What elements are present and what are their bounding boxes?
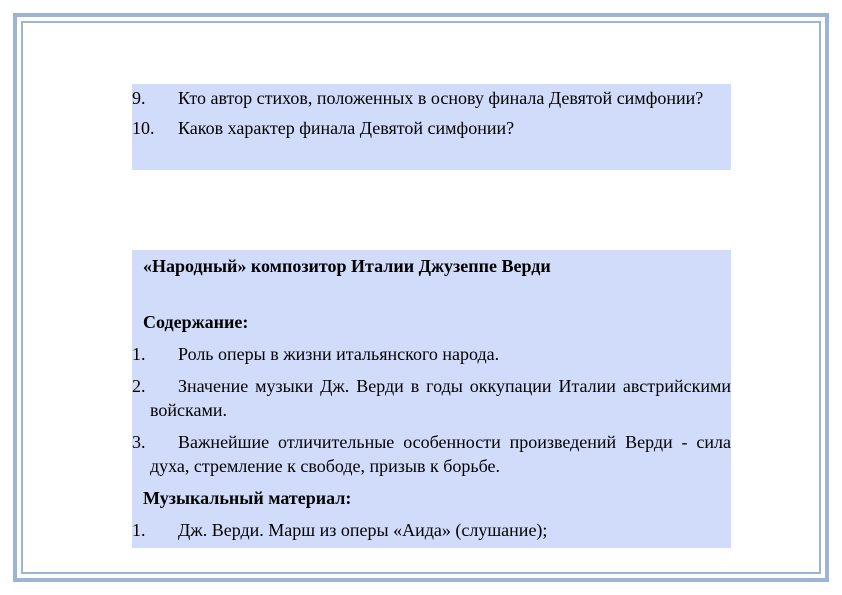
question-number: 10. — [132, 118, 155, 138]
content-item-number: 1. — [132, 344, 146, 364]
section-title: «Народный» композитор Италии Джузеппе Верди — [143, 256, 551, 276]
content-item-number: 2. — [132, 376, 146, 396]
content-item-text: Значение музыки Дж. Верди в годы оккупации Италии австрийскими войсками. — [150, 376, 731, 420]
question-text: Кто автор стихов, положенных в основу финала Девятой симфонии? — [178, 88, 704, 108]
music-item-number: 1. — [132, 520, 146, 540]
content-item-number: 3. — [132, 432, 146, 452]
lesson-section — [132, 250, 731, 548]
content-item — [132, 342, 731, 366]
music-heading: Музыкальный материал: — [143, 488, 352, 508]
music-item-text: Дж. Верди. Марш из оперы «Аида» (слушание); — [178, 520, 548, 540]
question-item — [132, 86, 731, 110]
question-item — [132, 116, 731, 140]
content-item — [132, 374, 731, 422]
question-text: Каков характер финала Девятой симфонии? — [178, 118, 515, 138]
question-number: 9. — [132, 88, 146, 108]
content-item-text: Роль оперы в жизни итальянского народа. — [178, 344, 500, 364]
questions-block — [132, 84, 731, 170]
music-item — [132, 518, 731, 542]
content-item-text: Важнейшие отличительные особенности произведений Верди - сила духа, стремление к свободе, призыв к борьбе. — [150, 432, 731, 476]
content-item — [132, 430, 731, 478]
content-heading: Содержание: — [143, 312, 249, 332]
